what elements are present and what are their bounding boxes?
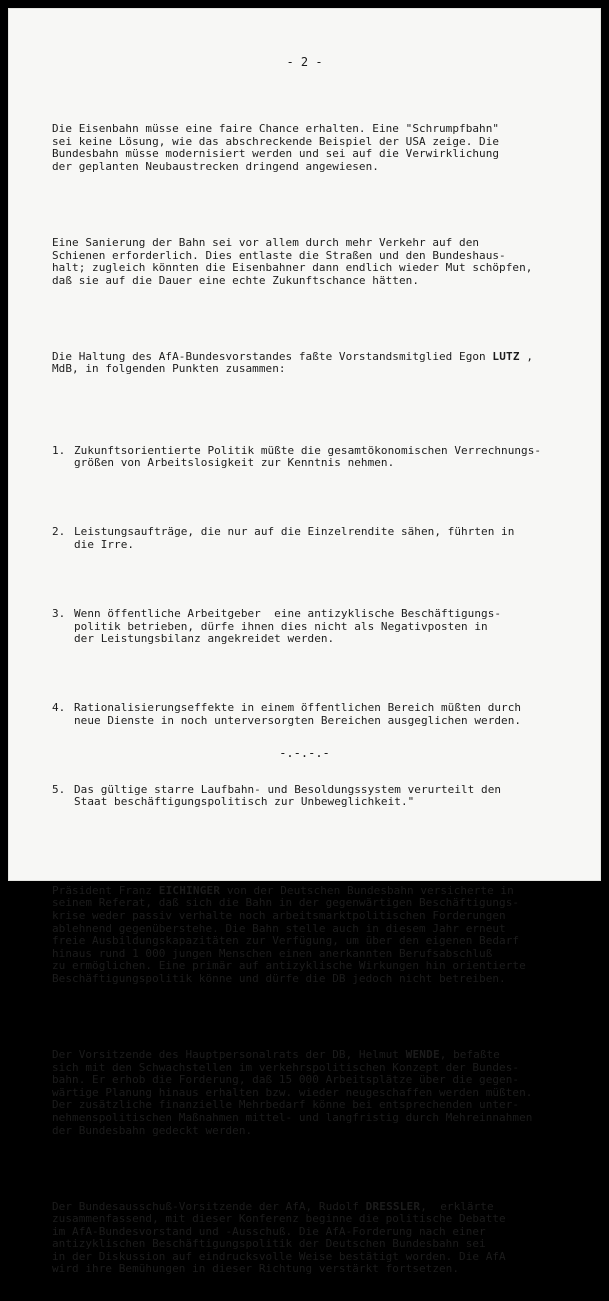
person-name-dressler: DRESSLER [365, 1199, 421, 1213]
list-item: 3. Wenn öffentliche Arbeitgeber eine antizyklische Beschäftigungs- politik betrieben, dürfe ihnen dies nicht als Negativposten in der Leistungsbilanz angekreidet werden. [52, 606, 502, 646]
paragraph-afa-position: Die Haltung des AfA-Bundesvorstandes faßte Vorstandsmitglied Egon LUTZ , MdB, in folgenden Punkten zusammen: [52, 349, 534, 376]
page-number: - 2 - [286, 55, 323, 69]
paragraph-wende: Der Vorsitzende des Hauptpersonalrats der DB, Helmut WENDE, befaßte sich mit den Schwachstellen im verkehrspolitischen Konzept der Bundes- bahn. Er erhob die Forderung, daß 15 000 Arbeitsplätze über die gegen- wärtige Planung hinaus erhalten bzw. wieder neugeschaffen werden müßten. Der zusätzliche finanzielle Mehrbedarf könne bei entsprechenden unter- nehmenspolitischen Maßnahmen mittel- und langfristig durch Mehreinnahmen der Bundesbahn gedeckt werden. [52, 1047, 533, 1137]
list-item: 2. Leistungsaufträge, die nur auf die Einzelrendite sähen, führten in die Irre. [52, 525, 515, 551]
person-name-wende: WENDE [405, 1047, 440, 1061]
paragraph-dressler: Der Bundesausschuß-Vorsitzende der AfA, Rudolf DRESSLER, erklärte zusammenfassend, mit dieser Konferenz beginne die politische Debatte im AfA-Bundesvorstand und -Ausschuß. Die AfA-Forderung nach einer antizyklischen Beschäftigungspolitik der Deutschen Bundesbahn sei in der Diskussion auf eindrucksvolle Weise bestätigt worden. Die AfA wird ihre Bemühungen in dieser Richtung verstärkt fortsetzen. [52, 1199, 506, 1276]
document-body [52, 98, 577, 1301]
paragraph-railway-chance: Die Eisenbahn müsse eine faire Chance erhalten. Eine "Schrumpfbahn" sei keine Lösung, wie das abschreckende Beispiel der USA zeige. Die Bundesbahn müsse modernisiert werden und sei auf die Verwirklichung der geplanten Neubaustrecken dringend angewiesen. [52, 122, 500, 173]
list-item: 1. Zukunftsorientierte Politik müßte die gesamtökonomischen Verrechnungs- größen von Arbeitslosigkeit zur Kenntnis nehmen. [52, 443, 542, 470]
paragraph-railway-renovation: Eine Sanierung der Bahn sei vor allem durch mehr Verkehr auf den Schienen erforderlich. Dies entlaste die Straßen und den Bundeshaus- halt; zugleich könnten die Eisenbahner dann endlich wieder Mut schöpfen, daß sie auf die Dauer eine echte Zukunftschance hätten. [52, 235, 533, 287]
paragraph-eichinger: Präsident Franz EICHINGER von der Deutschen Bundesbahn versicherte in seinem Referat, daß sich die Bahn in der gegenwärtigen Beschäftigungs- krise weder passiv verhalte noch arbeitsmarktpolitischen Forderungen ablehnend gegenüberstehe. Die Bahn stelle auch in diesem Jahr erneut freie Ausbildungskapazitäten zur Verfügung, um über den eigenen Bedarf hinaus rund 1 000 jungen Menschen einen anerkannten Berufsabschluß zu ermöglichen. Eine primär auf antizyklische Wirkungen hin orientierte Beschäftigungspolitik könne und dürfe die DB jedoch nicht betreiben. [52, 883, 526, 985]
end-mark: -.-.-.- [279, 746, 330, 760]
person-name-eichinger: EICHINGER [158, 883, 221, 897]
document-page [8, 8, 601, 1276]
list-item: 5. Das gültige starre Laufbahn- und Besoldungssystem verurteilt den Staat beschäftigungspolitisch zur Unbeweglichkeit." [52, 782, 502, 809]
person-name-lutz: LUTZ [492, 349, 520, 363]
list-item: 4. Rationalisierungseffekte in einem öffentlichen Bereich müßten durch neue Dienste in noch unterversorgten Bereichen ausgeglichen werden. [52, 701, 522, 727]
